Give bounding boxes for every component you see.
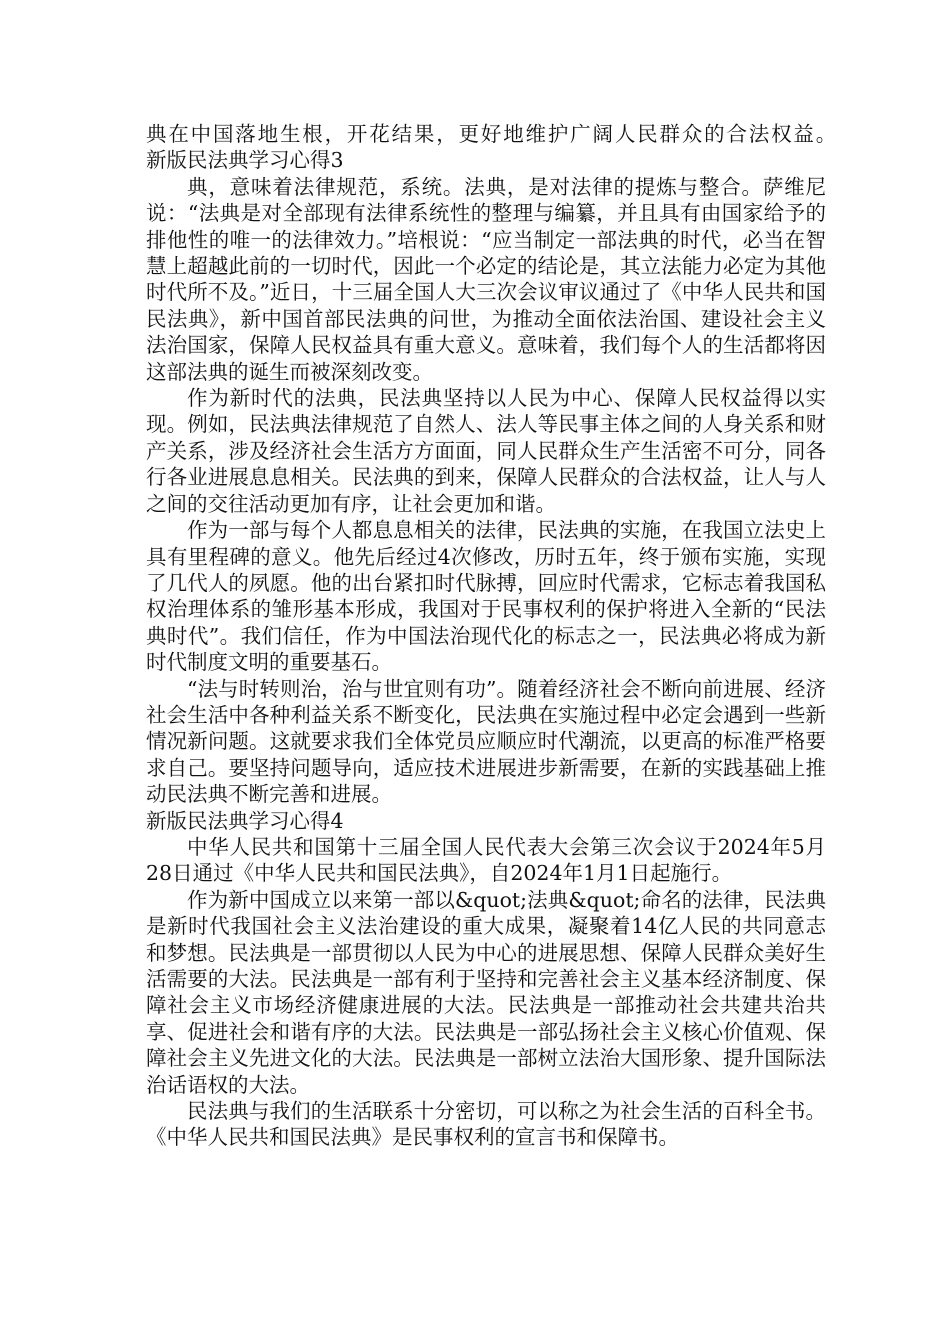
document-body — [146, 121, 867, 1151]
paragraph-1: 典在中国落地生根，开花结果，更好地维护广阔人民群众的合法权益。 新版民法典学习心得3 — [146, 122, 867, 173]
paragraph-3: 作为新时代的法典，民法典坚持以人民为中心、保障人民权益得以实现。例如，民法典法律规范了自然人、法人等民事主体之间的人身关系和财产关系，涉及经济社会生活方方面面，同人民群众生产生活密不可分，同各行各业进展息息相关。民法典的到来，保障人民群众的合法权益，让人与人之间的交往活动更加有序，让社会更加和谐。 — [146, 386, 826, 516]
paragraph-8: 民法典与我们的生活联系十分密切，可以称之为社会生活的百科全书。《中华人民共和国民法典》是民事权利的宣言书和保障书。 — [146, 1099, 826, 1150]
section-heading-4: 新版民法典学习心得4 — [146, 808, 344, 833]
paragraph-6: 中华人民共和国第十三届全国人民代表大会第三次会议于2024年5月28日通过《中华人民共和国民法典》，自2024年1月1日起施行。 — [146, 834, 826, 886]
paragraph-4: 作为一部与每个人都息息相关的法律，民法典的实施，在我国立法史上具有里程碑的意义。他先后经过4次修改，历时五年，终于颁布实施，实现了几代人的夙愿。他的出台紧扣时代脉搏，回应时代需求，它标志着我国私权治理体系的雏形基本形成，我国对于民事权利的保护将进入全新的“民法典时代”。我们信任，作为中国法治现代化的标志之一，民法典必将成为新时代制度文明的重要基石。 — [146, 518, 826, 675]
paragraph-7: 作为新中国成立以来第一部以&quot;法典&quot;命名的法律，民法典是新时代我国社会主义法治建设的重大成果，凝聚着14亿人民的共同意志和梦想。民法典是一部贯彻以人民为中心的进展思想、保障人民群众美好生活需要的大法。民法典是一部有利于坚持和完善社会主义基本经济制度、保障社会主义市场经济健康进展的大法。民法典是一部推动社会共建共治共享、促进社会和谐有序的大法。民法典是一部弘扬社会主义核心价值观、保障社会主义先进文化的大法。民法典是一部树立法治大国形象、提升国际法治话语权的大法。 — [146, 887, 826, 1097]
paragraph-5: “法与时转则治，治与世宜则有功”。随着经济社会不断向前进展、经济社会生活中各种利益关系不断变化，民法典在实施过程中必定会遇到一些新情况新问题。这就要求我们全体党员应顺应时代潮流，以更高的标准严格要求自己。要坚持问题导向，适应技术进展进步新需要，在新的实践基础上推动民法典不断完善和进展。 — [146, 676, 826, 807]
paragraph-2: 典，意味着法律规范，系统。法典，是对法律的提炼与整合。萨维尼说：“法典是对全部现有法律系统性的整理与编纂，并且具有由国家给予的排他性的唯一的法律效力。”培根说：“应当制定一部法典的时代，必当在智慧上超越此前的一切时代，因此一个必定的结论是，其立法能力必定为其他时代所不及。”近日，十三届全国人大三次会议审议通过了《中华人民共和国民法典》，新中国首部民法典的问世，为推动全面依法治国、建设社会主义法治国家，保障人民权益具有重大意义。意味着，我们每个人的生活都将因这部法典的诞生而被深刻改变。 — [146, 174, 826, 384]
